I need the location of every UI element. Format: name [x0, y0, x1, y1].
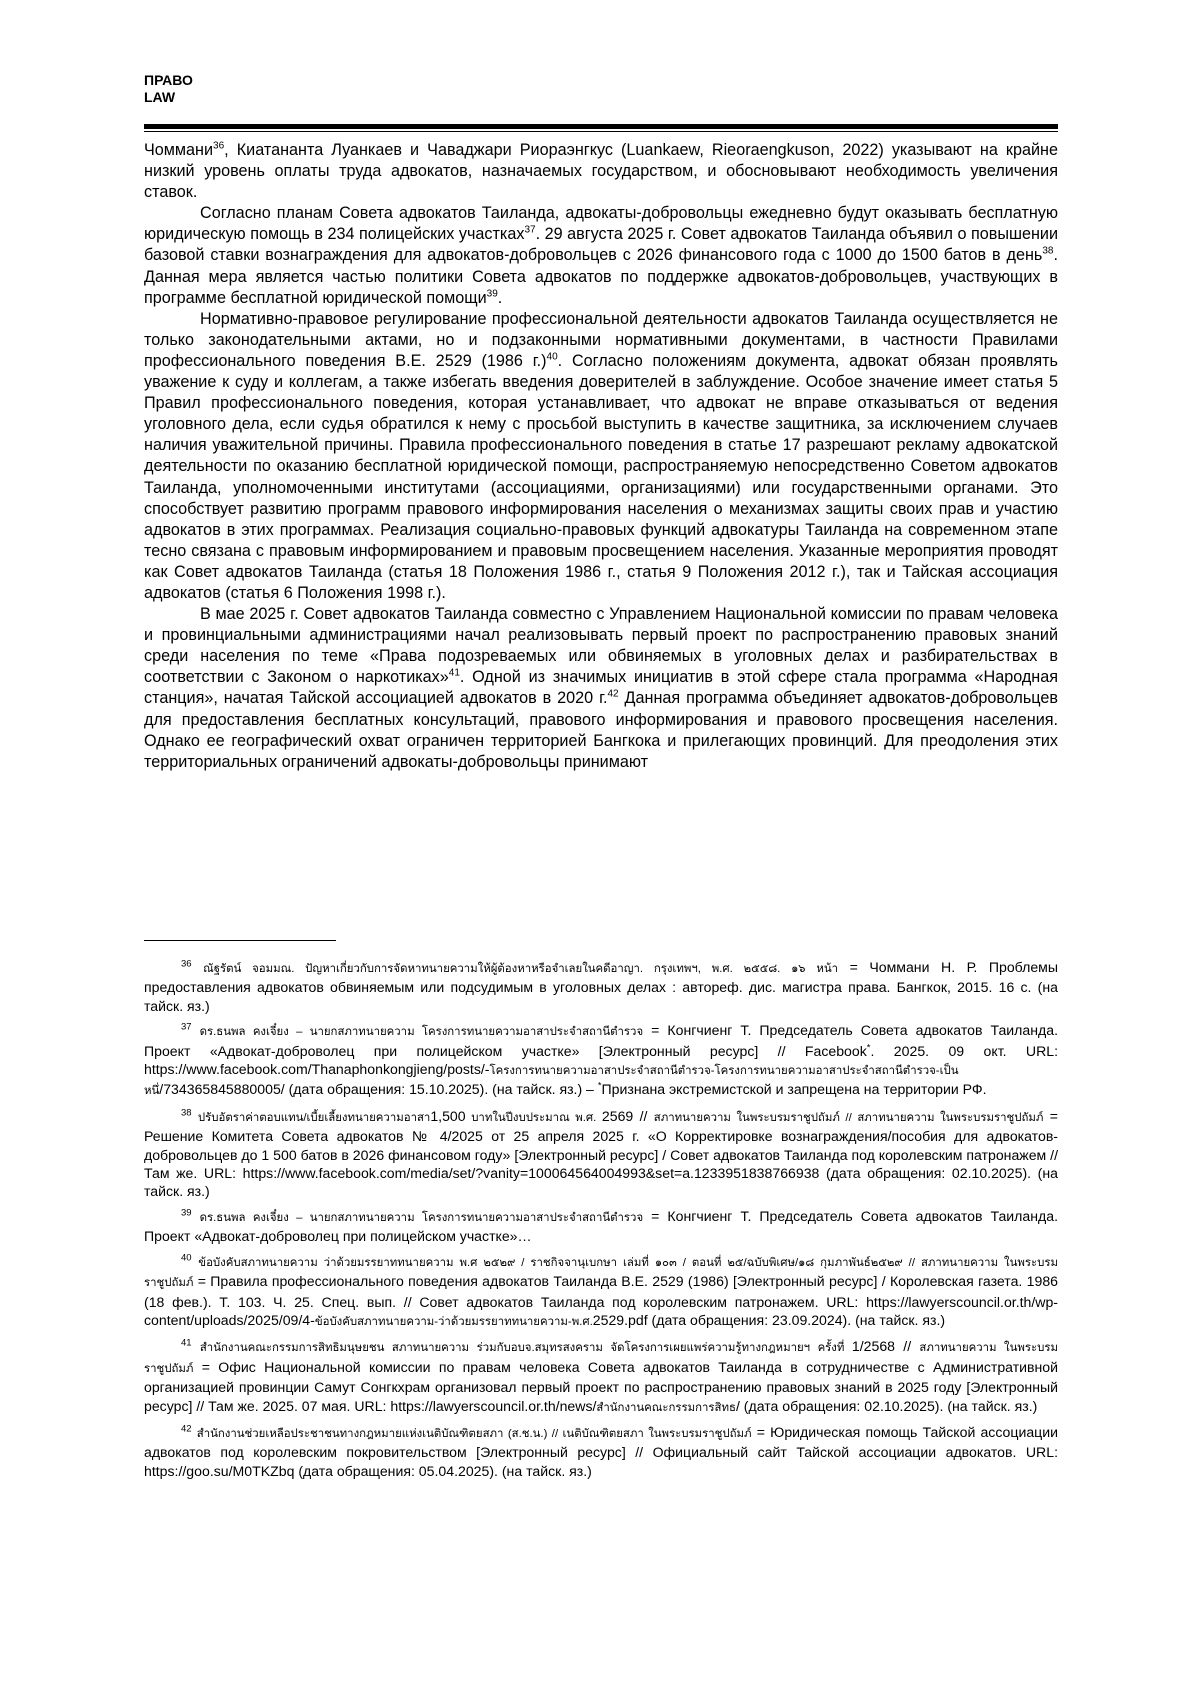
header-rule-thin — [144, 131, 1058, 132]
footnote-38: $^{38}$ ปรับอัตราค่าตอบแทน/เบี้ยเลี้ยงทนายความอาสา1,500 บาทในปีงบประมาณ พ.ศ. 2569 // สภาทนายความ ในพระบรมราชูปถัมภ์ // สภาทนายความ ในพระบรมราชูปถัมภ์ = Решение Комитета Совета адвокатов № 4/2025 от 25 апреля 2025 г. «О Корректировке вознаграждения/пособия для адвокатов-добровольцев до 1 500 батов в 2026 финансовом году» [Электронный ресурс] / Совет адвокатов Таиланда под королевским патронажем // Там же. URL: https://www.facebook.com/media/set/?vanity=100064564004993&set=a.1233951838766938 (дата обращения: 02.10.2025). (на тайск. яз.) — [144, 1107, 1058, 1200]
paragraph-4: В мае 2025 г. Совет адвокатов Таиланда совместно с Управлением Национальной комиссии по правам человека и провинциальными администрациями начал реализовывать первый проект по распространению правовых знаний среди населения по теме «Права подозреваемых или обвиняемых в уголовных делах и разбирательствах в соответствии с Законом о наркотиках»$^{41}$. Одной из значимых инициатив в этой сфере стала программа «Народная станция», начатая Тайской ассоциацией адвокатов в 2020 г.$^{42}$ Данная программа объединяет адвокатов-добровольцев для предоставления бесплатных консультаций, правового информирования и правового просвещения населения. Однако ее географический охват ограничен территорией Бангкока и прилегающих провинций. Для преодоления этих территориальных ограничений адвокаты-добровольцы принимают — [144, 605, 1059, 771]
footnote-40: $^{40}$ ข้อบังคับสภาทนายความ ว่าด้วยมรรยาททนายความ พ.ศ ๒๕๒๙ / ราชกิจจานุเบกษา เล่มที่ ๑๐๓ / ตอนที่ ๒๕/ฉบับพิเศษ/๑๘ กุมภาพันธ์๒๕๒๙ // สภาทนายความ ในพระบรมราชูปถัมภ์ = Правила профессионального поведения адвокатов Таиланда B.E. 2529 (1986) [Электронный ресурс] / Королевская газета. 1986 (18 фев.). Т. 103. Ч. 25. Спец. вып. // Совет адвокатов Таиланда под королевским патронажем. URL: https://lawyerscouncil.or.th/wp-content/uploads/2025/09/4-ข้อบังคับสภาทนายความ-ว่าด้วยมรรยาททนายความ-พ.ศ.2529.pdf (дата обращения: 23.09.2024). (на тайск. яз.) — [144, 1252, 1058, 1328]
footnote-41: $^{41}$ สำนักงานคณะกรรมการสิทธิมนุษยชน สภาทนายความ ร่วมกับอบจ.สมุทรสงคราม จัดโครงการเผยแพร่ความรู้ทางกฎหมายฯ ครั้งที่ 1/2568 // สภาทนายความ ในพระบรมราชูปถัมภ์ = Офис Национальной комиссии по правам человека Совета адвокатов Таиланда в сотрудничестве с Административной организацией провинции Самут Сонгкхрам организовал первый проект по распространению правовых знаний в 2025 году [Электронный ресурс] // Там же. 2025. 07 мая. URL: https://lawyerscouncil.or.th/news/สำนักงานคณะกรรมการสิทธ/ (дата обращения: 02.10.2025). (на тайск. яз.) — [144, 1337, 1059, 1414]
paragraph-1: Чоммани$^{36}$, Киатананта Луанкаев и Чаваджари Риораэнгкус (Luankaew, Rieoraengkuson, 2022) указывают на крайне низкий уровень оплаты труда адвокатов, назначаемых государством, и обосновывают необходимость увеличения ставок. — [144, 140, 1058, 202]
paragraph-2: Согласно планам Совета адвокатов Таиланда, адвокаты-добровольцы ежедневно будут оказывать бесплатную юридическую помощь в 234 полицейских участках$^{37}$. 29 августа 2025 г. Совет адвокатов Таиланда объявил о повышении базовой ставки вознаграждения для адвокатов-добровольцев с 2026 финансового года с 1000 до 1500 батов в день$^{38}$. Данная мера является частью политики Совета адвокатов по поддержке адвокатов-добровольцев, участвующих в программе бесплатной юридической помощи$^{39}$. — [144, 204, 1058, 307]
footnote-ref-40: 40 — [546, 351, 558, 363]
footnote-ref-39: 39 — [486, 288, 498, 300]
footnote-42: $^{42}$ สำนักงานช่วยเหลือประชาชนทางกฎหมายแห่งเนติบัณฑิตยสภา (ส.ช.น.) // เนติบัณฑิตยสภา ในพระบรมราชูปถัมภ์ = Юридическая помощь Тайской ассоциации адвокатов под королевским покровительством [Электронный ресурс] // Официальный сайт Тайской ассоциации адвокатов. URL: https://goo.su/M0TKZbq (дата обращения: 05.04.2025). (на тайск. яз.) — [144, 1423, 1058, 1479]
footnote-36: $^{36}$ ณัฐรัตน์ จอมมณ. ปัญหาเกี่ยวกับการจัดหาทนายความให้ผู้ต้องหาหรือจำเลยในคดีอาญา. กรุงเทพฯ, พ.ศ. ๒๕๕๘. ๑๖ หน้า = Чоммани Н. Р. Проблемы предоставления адвокатов обвиняемым или подсудимым в уголовных делах : автореф. дис. магистра права. Бангкок, 2015. 16 с. (на тайск. яз.) — [144, 958, 1058, 1014]
footnote-ref-36: 36 — [213, 140, 225, 152]
footnote-ref-38: 38 — [1042, 246, 1054, 258]
footnote-ref-41: 41 — [448, 667, 460, 679]
main-text — [144, 140, 1058, 773]
header-rule-thick — [144, 124, 1058, 129]
footnote-37: $^{37}$ ดร.ธนพล คงเจี๋ยง – นายกสภาทนายความ โครงการทนายความอาสาประจำสถานีตำรวจ = Конгчиенг Т. Председатель Совета адвокатов Таиланда. Проект «Адвокат-доброволец при полицейском участке» [Электронный ресурс] // Facebook*. 2025. 09 окт. URL: https://www.facebook.com/Thanaphonkongjieng/posts/-โครงการทนายความอาสาประจำสถานีตำรวจ-โครงการทนายความอาสาประจำสถานีตำรวจ-เป็นหนึ่/734365845880005/ (дата обращения: 15.10.2025). (на тайск. яз.) – *Признана экстремистской и запрещена на территории РФ. — [144, 1021, 1059, 1098]
footnote-separator — [144, 940, 336, 941]
journal-title-en: LAW — [144, 89, 176, 105]
footnote-39: $^{39}$ ดร.ธนพล คงเจี๋ยง – นายกสภาทนายความ โครงการทนายความอาสาประจำสถานีตำรวจ = Конгчиенг Т. Председатель Совета адвокатов Таиланда. Проект «Адвокат-доброволец при полицейском участке»… — [144, 1207, 1058, 1245]
paragraph-3: Нормативно-правовое регулирование профессиональной деятельности адвокатов Таиланда осуществляется не только законодательными актами, но и подзаконными нормативными документами, в частности Правилами профессионального поведения B.E. 2529 (1986 г.)$^{40}$. Согласно положениям документа, адвокат обязан проявлять уважение к суду и коллегам, а также избегать введения доверителей в заблуждение. Особое значение имеет статья 5 Правил профессионального поведения, которая устанавливает, что адвокат не вправе отказываться от ведения уголовного дела, если судья обратился к нему с просьбой выступить в качестве защитника, за исключением случаев наличия уважительной причины. Правила профессионального поведения в статье 17 разрешают рекламу адвокатской деятельности по оказанию бесплатной юридической помощи, распространяемую непосредственно Советом адвокатов Таиланда, уполномоченными институтами (ассоциациями, организациями) или государственными органами. Это способствует развитию программ правового информирования населения о механизмах защиты своих прав и участию адвокатов в этих программах. Реализация социально-правовых функций адвокатуры Таиланда на современном этапе тесно связана с правовым информированием и правовым просвещением населения. Указанные мероприятия проводят как Совет адвокатов Таиланда (статья 18 Положения 1986 г., статья 9 Положения 2012 г.), так и Тайская ассоциация адвокатов (статья 6 Положения 1998 г.). — [144, 309, 1058, 602]
footnote-ref-42: 42 — [607, 689, 619, 701]
footnote-ref-37: 37 — [524, 224, 536, 236]
footnotes — [144, 958, 1058, 1486]
running-header — [144, 72, 193, 106]
journal-title-ru: ПРАВО — [144, 72, 193, 88]
